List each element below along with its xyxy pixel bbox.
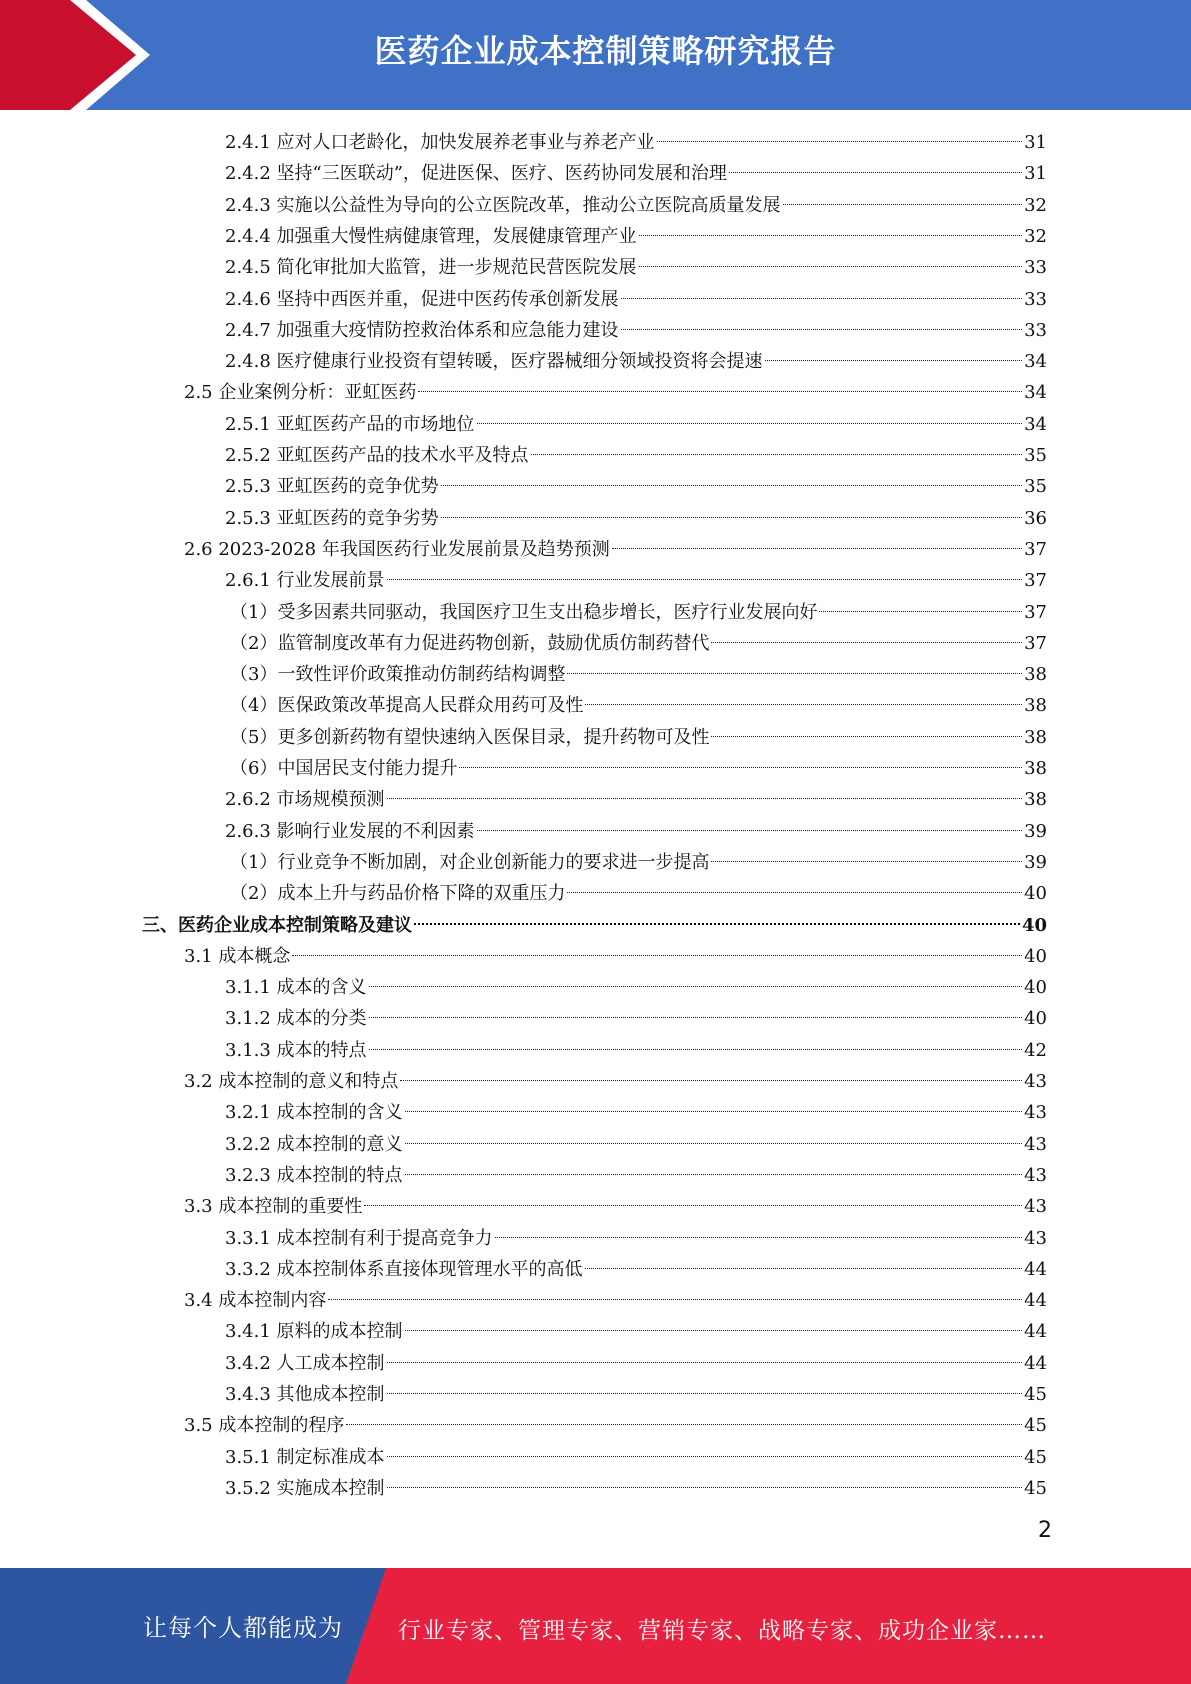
toc-entry-page: 34 (1024, 382, 1047, 404)
toc-entry[interactable] (225, 127, 1047, 158)
toc-entry-label: （5）更多创新药物有望快速纳入医保目录，提升药物可及性 (230, 726, 710, 748)
toc-entry[interactable] (230, 878, 1047, 909)
toc-entry[interactable] (225, 158, 1047, 189)
toc-leader-dots (459, 767, 1022, 768)
toc-entry[interactable] (225, 1254, 1047, 1285)
toc-entry-label: 3.3 成本控制的重要性 (184, 1196, 363, 1218)
toc-entry-page: 45 (1024, 1477, 1047, 1499)
toc-leader-dots (405, 1111, 1023, 1112)
toc-leader-dots (477, 830, 1023, 831)
toc-entry-page: 37 (1024, 601, 1047, 623)
toc-leader-dots (387, 1487, 1023, 1488)
toc-entry-page: 37 (1024, 538, 1047, 560)
toc-entry-page: 36 (1024, 507, 1047, 529)
toc-entry[interactable] (184, 1066, 1047, 1097)
toc-entry[interactable] (225, 346, 1047, 377)
toc-entry-label: （1）受多因素共同驱动，我国医疗卫生支出稳步增长，医疗行业发展向好 (230, 601, 818, 623)
toc-leader-dots (567, 892, 1022, 893)
toc-leader-dots (405, 1330, 1023, 1331)
toc-entry[interactable] (225, 1442, 1047, 1473)
toc-entry-page: 33 (1024, 288, 1047, 310)
toc-entry-label: （6）中国居民支付能力提升 (230, 758, 458, 779)
footer-slogan-left: 让每个人都能成为 (143, 1614, 343, 1642)
toc-entry-page: 39 (1024, 820, 1047, 842)
toc-leader-dots (783, 204, 1023, 205)
toc-leader-dots (765, 360, 1023, 361)
toc-entry-page: 31 (1024, 132, 1047, 153)
toc-entry-page: 43 (1024, 1102, 1047, 1124)
toc-entry[interactable] (225, 1097, 1047, 1128)
toc-leader-dots (405, 1174, 1023, 1175)
toc-entry[interactable] (184, 1191, 1047, 1222)
toc-entry[interactable] (225, 503, 1047, 534)
toc-entry[interactable] (225, 1316, 1047, 1347)
toc-leader-dots (621, 329, 1023, 330)
toc-entry-page: 38 (1024, 726, 1047, 748)
toc-leader-dots (387, 1362, 1023, 1363)
toc-entry-label: 2.5.3 亚虹医药的竞争劣势 (225, 507, 439, 529)
toc-leader-dots (585, 1268, 1023, 1269)
toc-leader-dots (364, 1205, 1022, 1206)
toc-entry-page: 45 (1024, 1384, 1047, 1405)
toc-entry-label: （3）一致性评价政策推动仿制药结构调整 (230, 664, 566, 686)
toc-leader-dots (346, 1424, 1022, 1425)
toc-entry-page: 39 (1024, 851, 1047, 873)
toc-entry-label: 3.5.1 制定标准成本 (225, 1446, 385, 1468)
toc-leader-dots (531, 454, 1023, 455)
toc-entry-label: 2.4.5 简化审批加大监管，进一步规范民营医院发展 (225, 257, 637, 279)
toc-leader-dots (621, 298, 1023, 299)
toc-entry-label: 3.1.1 成本的含义 (225, 977, 367, 999)
toc-entry-page: 43 (1024, 1227, 1047, 1249)
toc-entry-label: 3.1.2 成本的分类 (225, 1008, 367, 1030)
toc-entry[interactable] (184, 1410, 1047, 1441)
toc-leader-dots (418, 391, 1022, 392)
toc-leader-dots (400, 1080, 1022, 1081)
toc-entry[interactable] (225, 1129, 1047, 1160)
toc-entry-page: 40 (1024, 1008, 1047, 1030)
toc-entry-label: 2.4.4 加强重大慢性病健康管理，发展健康管理产业 (225, 225, 637, 247)
toc-entry[interactable] (225, 471, 1047, 502)
toc-leader-dots (369, 986, 1023, 987)
toc-leader-dots (567, 673, 1022, 674)
toc-entry-label: 2.6.3 影响行业发展的不利因素 (225, 820, 475, 842)
toc-entry-page: 34 (1024, 413, 1047, 435)
toc-entry-page: 34 (1024, 351, 1047, 373)
toc-entry[interactable] (184, 1285, 1047, 1316)
toc-entry-label: 2.4.2 坚持“三医联动”，促进医保、医疗、医药协同发展和治理 (225, 163, 727, 185)
toc-entry-page: 35 (1024, 476, 1047, 498)
toc-entry-label: 3.1.3 成本的特点 (225, 1039, 367, 1061)
toc-entry[interactable] (225, 409, 1047, 440)
toc-entry-page: 44 (1024, 1352, 1047, 1374)
toc-entry[interactable] (225, 284, 1047, 315)
toc-entry-label: （2）监管制度改革有力促进药物创新，鼓励优质仿制药替代 (230, 632, 710, 654)
toc-entry-page: 40 (1024, 977, 1047, 999)
toc-entry-page: 33 (1024, 319, 1047, 341)
toc-entry[interactable] (225, 972, 1047, 1003)
toc-entry[interactable] (225, 1473, 1047, 1504)
toc-entry-label: 3.2.2 成本控制的意义 (225, 1133, 403, 1155)
toc-leader-dots (639, 266, 1023, 267)
toc-leader-dots (639, 235, 1023, 236)
toc-leader-dots (387, 579, 1023, 580)
toc-leader-dots (729, 172, 1022, 173)
toc-entry-page: 38 (1024, 789, 1047, 811)
toc-entry-label: 3.2.3 成本控制的特点 (225, 1164, 403, 1186)
toc-entry-label: 2.4.8 医疗健康行业投资有望转暖，医疗器械细分领域投资将会提速 (225, 351, 763, 373)
toc-entry-page: 38 (1024, 758, 1047, 779)
toc-entry[interactable] (230, 690, 1047, 721)
toc-entry-label: （1）行业竞争不断加剧，对企业创新能力的要求进一步提高 (230, 851, 710, 873)
toc-entry-label: 2.5.3 亚虹医药的竞争优势 (225, 476, 439, 498)
toc-entry[interactable] (225, 816, 1047, 847)
toc-entry[interactable] (225, 784, 1047, 815)
toc-entry[interactable] (230, 597, 1047, 628)
toc-entry[interactable] (225, 221, 1047, 252)
toc-leader-dots (387, 1393, 1023, 1394)
toc-entry-label: 2.4.3 实施以公益性为导向的公立医院改革，推动公立医院高质量发展 (225, 194, 781, 216)
report-title: 医药企业成本控制策略研究报告 (374, 32, 837, 70)
toc-entry-label: 2.6.1 行业发展前景 (225, 570, 385, 592)
toc-entry-page: 38 (1024, 664, 1047, 686)
toc-entry-page: 44 (1024, 1290, 1047, 1312)
toc-entry-page: 38 (1024, 695, 1047, 717)
toc-leader-dots (711, 642, 1022, 643)
toc-leader-dots (657, 141, 1023, 142)
toc-entry[interactable] (225, 190, 1047, 221)
toc-leader-dots (414, 923, 1020, 925)
toc-leader-dots (387, 1456, 1023, 1457)
toc-entry-page: 42 (1024, 1039, 1047, 1061)
toc-leader-dots (292, 955, 1022, 956)
toc-entry-label: 3.2.1 成本控制的含义 (225, 1102, 403, 1124)
toc-entry-label: 2.6.2 市场规模预测 (225, 789, 385, 811)
toc-leader-dots (369, 1017, 1023, 1018)
toc-leader-dots (441, 517, 1023, 518)
toc-entry-page: 37 (1024, 632, 1047, 654)
toc-entry[interactable] (225, 1223, 1047, 1254)
toc-entry[interactable] (184, 941, 1047, 972)
toc-entry-label: 2.5 企业案例分析：亚虹医药 (184, 382, 417, 404)
toc-entry[interactable] (184, 377, 1047, 408)
toc-entry-label: 2.5.2 亚虹医药产品的技术水平及特点 (225, 445, 529, 466)
toc-leader-dots (612, 548, 1022, 549)
toc-entry[interactable] (225, 440, 1047, 471)
toc-leader-dots (585, 704, 1022, 705)
toc-entry[interactable] (225, 1160, 1047, 1191)
toc-entry-label: 2.6 2023-2028 年我国医药行业发展前景及趋势预测 (184, 538, 610, 560)
toc-entry[interactable] (225, 1348, 1047, 1379)
toc-entry-page: 45 (1024, 1415, 1047, 1437)
toc-entry-page: 40 (1024, 883, 1047, 905)
toc-entry-label: 2.4.6 坚持中西医并重，促进中医药传承创新发展 (225, 288, 619, 310)
toc-entry-page: 43 (1024, 1196, 1047, 1218)
toc-entry-page: 43 (1024, 1071, 1047, 1092)
toc-entry-page: 37 (1024, 570, 1047, 592)
toc-entry-page: 43 (1024, 1164, 1047, 1186)
toc-leader-dots (387, 798, 1023, 799)
toc-leader-dots (711, 736, 1022, 737)
toc-entry[interactable] (230, 659, 1047, 690)
toc-entry-label: 3.4 成本控制内容 (184, 1290, 327, 1312)
toc-entry[interactable] (225, 565, 1047, 596)
toc-leader-dots (441, 485, 1023, 486)
toc-entry[interactable] (225, 252, 1047, 283)
toc-entry[interactable] (184, 534, 1047, 565)
toc-entry-label: 3.5.2 实施成本控制 (225, 1477, 385, 1499)
toc-entry[interactable] (225, 1003, 1047, 1034)
toc-entry[interactable] (225, 315, 1047, 346)
page-footer (0, 1568, 1191, 1684)
toc-entry[interactable] (225, 1035, 1047, 1066)
toc-entry-page: 45 (1024, 1446, 1047, 1468)
toc-entry[interactable] (142, 910, 1047, 941)
toc-entry-label: 3.1 成本概念 (184, 945, 291, 967)
toc-entry-label: 3.4.2 人工成本控制 (225, 1352, 385, 1374)
toc-entry[interactable] (230, 722, 1047, 753)
toc-entry-label: 3.2 成本控制的意义和特点 (184, 1071, 399, 1092)
toc-leader-dots (477, 423, 1023, 424)
toc-entry-label: 2.5.1 亚虹医药产品的市场地位 (225, 413, 475, 435)
toc-entry-page: 31 (1024, 163, 1047, 185)
toc-entry-label: 3.4.3 其他成本控制 (225, 1384, 385, 1405)
page-number: 2 (1038, 1518, 1052, 1543)
toc-entry-page: 35 (1024, 445, 1047, 466)
toc-leader-dots (495, 1237, 1023, 1238)
toc-entry-page: 40 (1021, 914, 1047, 936)
page-header (0, 0, 1191, 110)
toc-leader-dots (819, 611, 1022, 612)
toc-entry[interactable] (230, 847, 1047, 878)
toc-entry-label: 2.4.1 应对人口老龄化，加快发展养老事业与养老产业 (225, 132, 655, 153)
toc-entry-page: 32 (1024, 194, 1047, 216)
toc-leader-dots (369, 1049, 1023, 1050)
toc-entry-label: 3.5 成本控制的程序 (184, 1415, 345, 1437)
toc-entry[interactable] (225, 1379, 1047, 1410)
toc-entry-label: 2.4.7 加强重大疫情防控救治体系和应急能力建设 (225, 319, 619, 341)
toc-entry-page: 33 (1024, 257, 1047, 279)
toc-entry-page: 32 (1024, 225, 1047, 247)
toc-entry-label: 3.3.2 成本控制体系直接体现管理水平的高低 (225, 1258, 583, 1280)
toc-entry[interactable] (230, 628, 1047, 659)
toc-entry-page: 43 (1024, 1133, 1047, 1155)
toc-entry-label: 三、医药企业成本控制策略及建议 (142, 914, 412, 936)
toc-entry[interactable] (230, 753, 1047, 784)
toc-entry-label: 3.4.1 原料的成本控制 (225, 1321, 403, 1343)
toc-entry-page: 40 (1024, 945, 1047, 967)
toc-entry-label: （2）成本上升与药品价格下降的双重压力 (230, 883, 566, 905)
toc-entry-page: 44 (1024, 1258, 1047, 1280)
toc-leader-dots (328, 1299, 1022, 1300)
toc-leader-dots (711, 861, 1022, 862)
toc-leader-dots (405, 1143, 1023, 1144)
footer-slogan-right: 行业专家、管理专家、营销专家、战略专家、成功企业家…… (398, 1618, 1046, 1644)
toc-entry-page: 44 (1024, 1321, 1047, 1343)
toc-entry-label: （4）医保政策改革提高人民群众用药可及性 (230, 695, 584, 717)
toc-entry-label: 3.3.1 成本控制有利于提高竞争力 (225, 1227, 493, 1249)
